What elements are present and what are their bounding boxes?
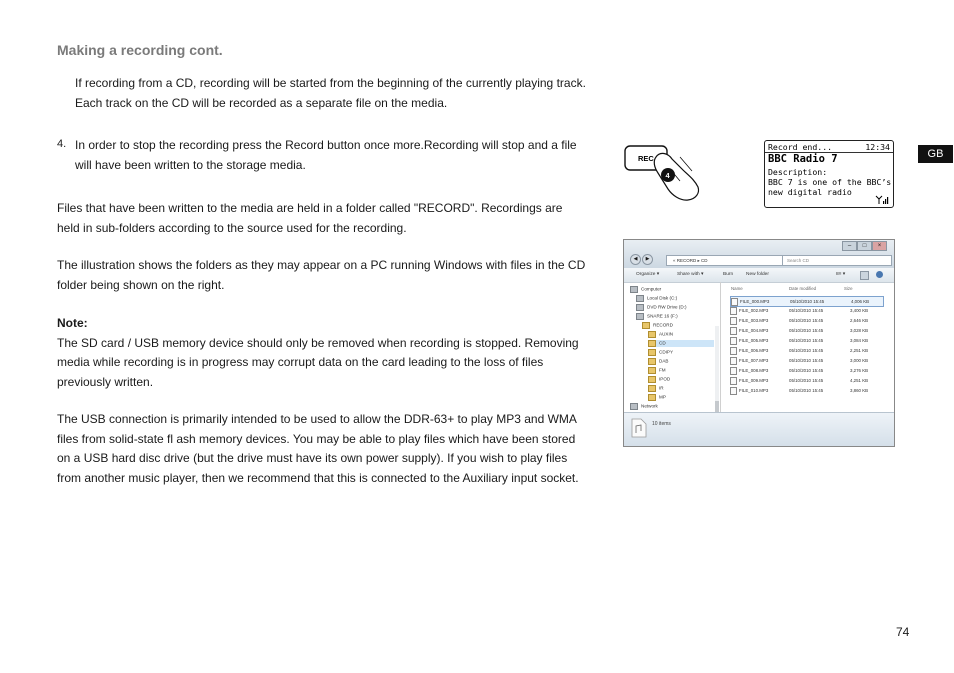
- radio-lcd-display: [764, 140, 894, 208]
- file-size: 2,646 KB: [850, 318, 869, 323]
- tree-item-label: IPOD: [659, 376, 671, 382]
- file-name: FILE_006.MP3: [739, 348, 769, 353]
- file-row[interactable]: [730, 316, 882, 325]
- file-row[interactable]: [730, 326, 882, 335]
- file-date: 05/10/2010 15:45: [789, 308, 824, 313]
- text-line: If recording from a CD, recording will be started from the beginning of the currently playing track.: [75, 76, 586, 90]
- file-size: 2,251 KB: [850, 348, 869, 353]
- audio-file-icon: [730, 347, 737, 355]
- tree-item[interactable]: [648, 349, 714, 356]
- file-name: FILE_008.MP3: [739, 368, 769, 373]
- file-row[interactable]: [730, 336, 882, 345]
- maximize-button[interactable]: □: [857, 241, 872, 251]
- tree-item-label: DAB: [659, 358, 669, 364]
- search-input[interactable]: Search CD: [782, 255, 892, 266]
- lcd-status: Record end...: [768, 142, 833, 152]
- file-name: FILE_005.MP3: [739, 338, 769, 343]
- paragraph-record-folder: [57, 199, 612, 238]
- file-size: 4,006 KB: [851, 299, 870, 304]
- text-line: folder being shown on the right.: [57, 277, 225, 292]
- paragraph-note: [57, 314, 612, 392]
- folder-icon: [648, 385, 656, 392]
- paragraph-illustration: [57, 256, 612, 295]
- audio-file-icon: [730, 387, 737, 395]
- file-date: 05/10/2010 15:45: [789, 348, 824, 353]
- tree-item-label: Local Disk (C:): [647, 295, 678, 301]
- audio-file-icon: [730, 317, 737, 325]
- text-line: Files that have been written to the media are held in a folder called "RECORD". Recordings are: [57, 201, 563, 215]
- tree-item-label: CDIPY: [659, 349, 674, 355]
- file-row[interactable]: [730, 386, 882, 395]
- folder-icon: [648, 358, 656, 365]
- tree-item[interactable]: [630, 286, 714, 293]
- language-badge: GB: [918, 145, 953, 163]
- toolbar-organize[interactable]: Organize ▾: [636, 272, 660, 277]
- file-row[interactable]: [730, 366, 882, 375]
- tree-item[interactable]: [648, 367, 714, 374]
- explorer-toolbar: [624, 268, 894, 283]
- close-button[interactable]: ×: [872, 241, 887, 251]
- navigation-pane: [624, 282, 721, 412]
- audio-file-icon: [730, 377, 737, 385]
- address-bar[interactable]: « RECORD ▸ CD: [666, 255, 800, 266]
- drive-icon: [636, 313, 644, 320]
- text-line: media while recording is in progress may corrupt data on the card leading to the loss of files: [57, 355, 544, 369]
- folder-icon: [648, 376, 656, 383]
- status-bar: [624, 412, 894, 447]
- column-header-date[interactable]: Date modified: [789, 286, 817, 291]
- file-date: 05/10/2010 15:45: [789, 368, 824, 373]
- step-label: 4: [665, 171, 670, 180]
- step-number: 4.: [57, 138, 67, 150]
- column-header-name[interactable]: Name: [731, 286, 743, 291]
- folder-icon: [648, 394, 656, 401]
- text-line: will have been written to the storage media.: [75, 157, 306, 172]
- file-row[interactable]: [730, 346, 882, 355]
- file-name: FILE_009.MP3: [739, 378, 769, 383]
- folder-icon: [648, 331, 656, 338]
- file-date: 05/10/2010 15:45: [789, 358, 824, 363]
- view-options-button[interactable]: 8≡ ▾: [836, 272, 846, 277]
- tree-item-label: Computer: [641, 286, 662, 292]
- tree-item[interactable]: [648, 340, 714, 347]
- file-name: FILE_004.MP3: [739, 328, 769, 333]
- text-line: files from solid-state fl ash memory devices. You may be able to play files which have been stored: [57, 431, 576, 446]
- tree-item-label: AUXIN: [659, 331, 674, 337]
- folder-icon: [648, 349, 656, 356]
- tree-item[interactable]: [648, 358, 714, 365]
- text-line: on a USB hard disc drive (but the drive must have its own power supply). If you wish to play files: [57, 451, 568, 465]
- audio-folder-icon: [630, 417, 648, 439]
- minimize-button[interactable]: –: [842, 241, 857, 251]
- folder-icon: [648, 367, 656, 374]
- file-size: 3,000 KB: [850, 358, 869, 363]
- file-row[interactable]: [730, 376, 882, 385]
- tree-item[interactable]: [648, 385, 714, 392]
- paragraph-usb: [57, 410, 612, 488]
- text-line: previously written.: [57, 374, 154, 389]
- file-size: 3,276 KB: [850, 368, 869, 373]
- file-name: FILE_007.MP3: [739, 358, 769, 363]
- audio-file-icon: [730, 327, 737, 335]
- audio-file-icon: [731, 298, 738, 306]
- tree-item[interactable]: [648, 331, 714, 338]
- file-date: 05/10/2010 15:45: [789, 378, 824, 383]
- lcd-line: new digital radio: [768, 187, 852, 197]
- lcd-line: Description:: [768, 167, 828, 177]
- file-date: 05/10/2010 15:45: [789, 328, 824, 333]
- record-button-illustration: [622, 143, 722, 205]
- file-list: [721, 282, 894, 412]
- tree-item-label: SNARE 16 (F:): [647, 313, 678, 319]
- file-name: FILE_010.MP3: [739, 388, 769, 393]
- drive-icon: [636, 304, 644, 311]
- drive-icon: [636, 295, 644, 302]
- text-line: In order to stop the recording press the Record button once more.Recording will stop and a file: [75, 138, 577, 152]
- tree-item[interactable]: [630, 403, 714, 410]
- explorer-titlebar: [624, 240, 894, 268]
- tree-item[interactable]: [636, 295, 714, 302]
- audio-file-icon: [730, 337, 737, 345]
- tree-item[interactable]: [636, 304, 714, 311]
- tree-item-label: DVD RW Drive (D:): [647, 304, 687, 310]
- text-line: The USB connection is primarily intended to be used to allow the DDR-63+ to play MP3 and WMA: [57, 412, 577, 426]
- signal-strength-icon: [875, 195, 889, 205]
- text-line: Each track on the CD will be recorded as a separate file on the media.: [75, 95, 448, 110]
- paragraph-cd-recording: [75, 74, 615, 113]
- file-name: FILE_002.MP3: [739, 308, 769, 313]
- help-icon[interactable]: [876, 271, 883, 278]
- record-button-label: REC: [638, 154, 654, 163]
- tree-item[interactable]: [636, 313, 714, 320]
- lcd-time: 12:34: [865, 142, 890, 152]
- note-title: Note:: [57, 316, 88, 330]
- file-date: 05/10/2010 15:45: [789, 338, 824, 343]
- file-date: 05/10/2010 15:45: [789, 318, 824, 323]
- toolbar-burn[interactable]: Burn: [723, 272, 734, 277]
- file-size: 3,084 KB: [850, 338, 869, 343]
- folder-icon: [648, 340, 656, 347]
- toolbar-new-folder[interactable]: New folder: [746, 272, 769, 277]
- back-arrow-icon[interactable]: ◀: [630, 254, 641, 265]
- explorer-window: [623, 239, 895, 447]
- tree-item-label: CD: [659, 340, 666, 346]
- tree-item-label: FM: [659, 367, 666, 373]
- lcd-station: BBC Radio 7: [768, 153, 838, 165]
- item-count: 10 items: [652, 421, 671, 427]
- file-name: FILE_003.MP3: [739, 318, 769, 323]
- page-heading: Making a recording cont.: [57, 42, 223, 58]
- tree-item-label: MP: [659, 394, 666, 400]
- text-line: from another music player, then we recommend that this is connected to the Auxiliary input socket.: [57, 470, 579, 485]
- file-name: FILE_000.MP3: [740, 299, 770, 304]
- audio-file-icon: [730, 357, 737, 365]
- tree-item[interactable]: [648, 394, 714, 401]
- file-date: 05/10/2010 15:45: [789, 388, 824, 393]
- tree-item[interactable]: [642, 322, 714, 329]
- file-size: 3,028 KB: [850, 328, 869, 333]
- file-size: 3,860 KB: [850, 388, 869, 393]
- folder-icon: [642, 322, 650, 329]
- preview-pane-icon[interactable]: [860, 271, 869, 280]
- page-number: 74: [896, 625, 910, 639]
- audio-file-icon: [730, 307, 737, 315]
- text-line: The illustration shows the folders as they may appear on a PC running Windows with files in the CD: [57, 258, 586, 272]
- toolbar-share-with[interactable]: Share with ▾: [677, 272, 704, 277]
- tree-item[interactable]: [648, 376, 714, 383]
- forward-arrow-icon[interactable]: ▶: [642, 254, 653, 265]
- drive-icon: [630, 403, 638, 410]
- text-line: held in sub-folders according to the source used for the recording.: [57, 220, 407, 235]
- tree-item-label: RECORD: [653, 322, 673, 328]
- audio-file-icon: [730, 367, 737, 375]
- file-date: 05/10/2010 15:45: [790, 299, 825, 304]
- lcd-status-bar: [765, 141, 893, 153]
- drive-icon: [630, 286, 638, 293]
- column-header-size[interactable]: Size: [844, 286, 853, 291]
- tree-item-label: Network: [641, 403, 658, 409]
- lcd-line: BBC 7 is one of the BBC’s: [768, 177, 892, 187]
- file-row[interactable]: [730, 306, 882, 315]
- file-size: 3,400 KB: [850, 308, 869, 313]
- file-size: 4,251 KB: [850, 378, 869, 383]
- paragraph-stop-recording: [75, 136, 615, 175]
- tree-item-label: IR: [659, 385, 664, 391]
- text-line: The SD card / USB memory device should only be removed when recording is stopped. Removing: [57, 335, 579, 350]
- file-row[interactable]: [730, 356, 882, 365]
